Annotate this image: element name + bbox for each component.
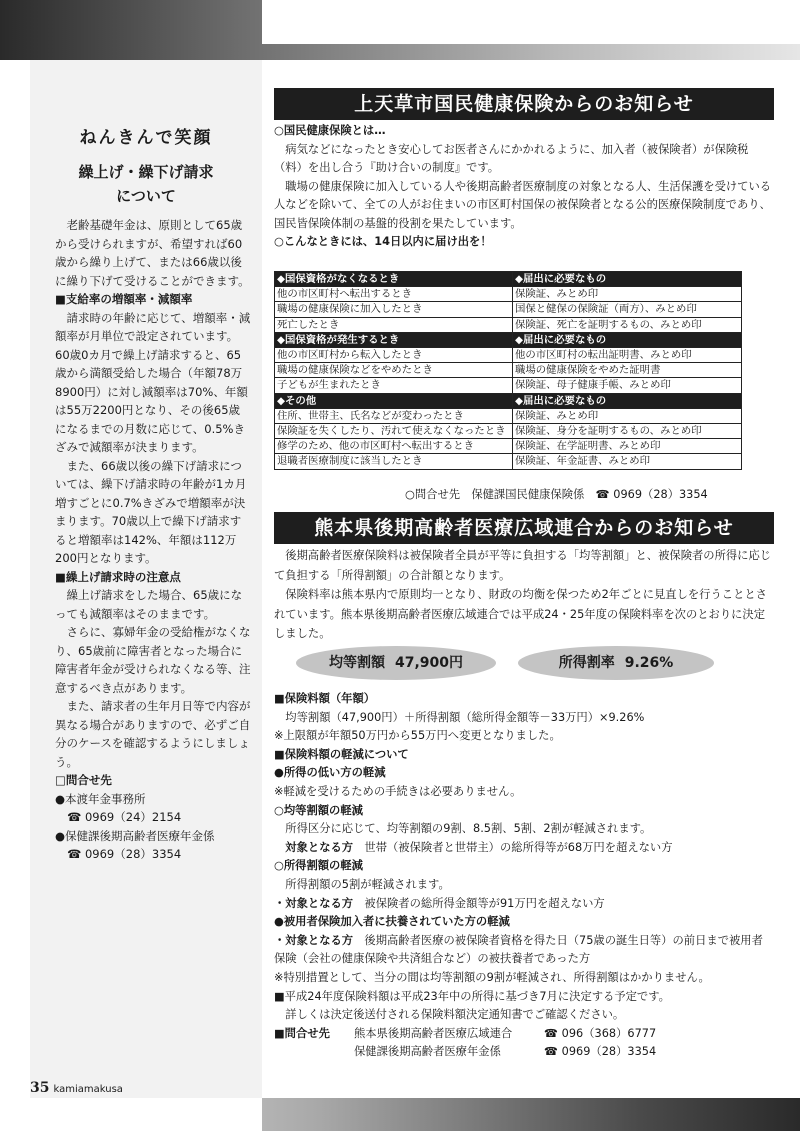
sidebar-heading-line2: について: [116, 187, 176, 205]
table-row: [275, 317, 742, 332]
table-cell-required: ◆届出に必要なもの: [513, 272, 742, 287]
table-header-row: [275, 393, 742, 408]
sidebar-contact-name: ●本渡年金事務所: [55, 791, 146, 806]
sidebar-paragraph: また、66歳以後の繰下げ請求については、繰下げ請求時の年齢が1カ月増すごとに0.7%きざみで増額率が決まります。70歳以上で繰下げ請求すると増額率は142%、年額は112万200円となります。: [55, 458, 247, 565]
table-cell-required: 職場の健康保険をやめた証明書: [513, 363, 742, 378]
table-row: [275, 424, 742, 439]
oval-value: 9.26%: [624, 655, 674, 671]
low-income-heading: ●所得の低い方の軽減: [274, 766, 386, 780]
table-cell-situation: 子どもが生まれたとき: [275, 378, 513, 393]
table-cell-situation: 他の市区町村から転入したとき: [275, 348, 513, 363]
table-cell-situation: ◆国保資格がなくなるとき: [275, 272, 513, 287]
table-row: [275, 302, 742, 317]
table-cell-required: 保険証、死亡を証明するもの、みとめ印: [513, 317, 742, 332]
column-title: ねんきんで笑顔: [79, 128, 213, 148]
sidebar-paragraph: 請求時の年齢に応じて、増額率・減額率が月単位で設定されています。60歳0カ月で繰上げ請求すると、65歳から満額受給した場合（年額78万8900円）に対し減額率は70%、年額は55万2200円となり、その後65歳になるまでの月数に応じて、0.5%きざみで減額率が決まります。: [55, 310, 251, 454]
section1-paragraph: 病気などになったとき安心してお医者さんにかかれるように、加入者（被保険者）が保険税（料）を出し合う『助け合いの制度』です。: [274, 142, 749, 174]
table-cell-situation: ◆国保資格が発生するとき: [275, 332, 513, 347]
dependent-note: ※特別措置として、当分の間は均等割額の9割が軽減され、所得割額はかかりません。: [274, 970, 710, 984]
section1-paragraph: 職場の健康保険に加入している人や後期高齢者医療制度の対象となる人、生活保護を受けている人などを除いて、全ての人がお住まいの市区町村国保の被保険者となる公的医療保険制度であり、国民皆保険体制の基盤的役割を果たしています。: [274, 179, 772, 230]
table-row: [275, 287, 742, 302]
bottom-notch: [0, 1098, 262, 1131]
table-cell-situation: 退職者医療制度に該当したとき: [275, 454, 513, 469]
income-target: [274, 895, 774, 914]
target-text: 被保険者の総所得金額等が91万円を超えない方: [364, 896, 605, 910]
table-header-row: [275, 332, 742, 347]
sidebar-contact-name: ●保健課後期高齢者医療年金係: [55, 828, 215, 843]
low-income-note: ※軽減を受けるための手続きは必要ありません。: [274, 784, 522, 798]
table-row: [275, 454, 742, 469]
fee-note: ※上限額が年額50万円から55万円へ変更となりました。: [274, 729, 561, 743]
target-text: 世帯（被保険者と世帯主）の総所得等が68万円を超えない方: [364, 840, 673, 854]
per-capita-reduction-text: 所得区分に応じて、均等割額の9割、8.5割、5割、2割が軽減されます。: [285, 822, 652, 836]
table-cell-required: 保険証、みとめ印: [513, 287, 742, 302]
table-row: [275, 439, 742, 454]
oval-label: 均等割額: [328, 655, 385, 671]
section1-question: ○こんなときには、14日以内に届け出を！: [274, 235, 492, 248]
section2-contact-label: ■問合せ先: [274, 1026, 330, 1040]
oval-label: 所得割率: [558, 655, 615, 671]
section2-intro: [274, 546, 774, 644]
section1-question: ○国民健康保険とは…: [274, 124, 386, 137]
section2-paragraph: 保険料率は熊本県内で原則均一となり、財政の均衡を保つため2年ごとに見直しを行うこととされています。熊本県後期高齢者医療広域連合では平成24・25年度の保険料率を次のとおりに決定しました。: [274, 588, 767, 640]
section2-contact-line: [274, 1025, 774, 1044]
table-cell-situation: 他の市区町村へ転出するとき: [275, 287, 513, 302]
section2-contact-line: [274, 1043, 774, 1062]
table-row: [275, 348, 742, 363]
table-cell-required: 保険証、在学証明書、みとめ印: [513, 439, 742, 454]
income-rate-oval: [518, 646, 714, 680]
section2-banner: 熊本県後期高齢者医療広域連合からのお知らせ: [274, 512, 774, 544]
table-cell-situation: 住所、世帯主、氏名などが変わったとき: [275, 408, 513, 423]
section2-details: [274, 690, 774, 1062]
income-reduction-text: 所得割額の5割が軽減されます。: [285, 877, 450, 891]
table-cell-required: 他の市区町村の転出証明書、みとめ印: [513, 348, 742, 363]
section2-contact-tel: ☎ 096（368）6777: [544, 1026, 657, 1040]
top-notch: [262, 0, 800, 44]
table-row: [275, 378, 742, 393]
sidebar-heading-line1: 繰上げ・繰下げ請求: [78, 163, 214, 181]
table-cell-required: 保険証、みとめ印: [513, 408, 742, 423]
sidebar-heading: [46, 160, 246, 208]
sidebar-paragraph: 繰上げ請求をした場合、65歳になっても減額率はそのままです。: [55, 588, 243, 621]
table-row: [275, 363, 742, 378]
sidebar-body: [55, 216, 251, 864]
per-capita-rate-oval: [296, 646, 496, 680]
section2-contact-spacer: [274, 1043, 354, 1062]
fee-heading: ■保険料額（年額）: [274, 692, 376, 705]
section2-contact-tel: ☎ 0969（28）3354: [544, 1045, 657, 1059]
table-header-row: [275, 272, 742, 287]
page-number-value: 35: [30, 1080, 50, 1096]
oval-value: 47,900円: [394, 655, 464, 671]
page-brand: kamiamakusa: [53, 1084, 123, 1095]
table-cell-required: 保険証、身分を証明するもの、みとめ印: [513, 424, 742, 439]
per-capita-target: [274, 839, 774, 858]
sidebar-paragraph: 老齢基礎年金は、原則として65歳から受けられますが、希望すれば60歳から繰り上げて、または66歳以後に繰り下げて受けることができます。: [55, 218, 250, 288]
table-cell-situation: 死亡したとき: [275, 317, 513, 332]
table-cell-required: 国保と健保の保険証（両方）、みとめ印: [513, 302, 742, 317]
table-cell-required: ◆届出に必要なもの: [513, 393, 742, 408]
sidebar-subheading: ■繰上げ請求時の注意点: [55, 569, 181, 584]
table-cell-situation: 修学のため、他の市区町村へ転出するとき: [275, 439, 513, 454]
income-reduction-heading: ○所得割額の軽減: [274, 859, 363, 873]
notification-table: [274, 271, 742, 470]
sidebar-paragraph: さらに、寡婦年金の受給権がなくなり、65歳前に障害者となった場合に障害者年金が受けられなくなる等、注意するべき点があります。: [55, 625, 251, 695]
fee-formula: 均等割額（47,900円）＋所得割額（総所得金額等－33万円）×9.26%: [285, 710, 645, 724]
table-cell-situation: 職場の健康保険などをやめたとき: [275, 363, 513, 378]
reduction-heading: ■保険料額の軽減について: [274, 747, 409, 761]
page-number: [30, 1080, 123, 1096]
table-cell-situation: 職場の健康保険に加入したとき: [275, 302, 513, 317]
section2-contact-org: 熊本県後期高齢者医療広域連合: [354, 1026, 513, 1040]
sidebar-contact-tel: ☎ 0969（24）2154: [67, 810, 182, 824]
sidebar-contact-heading: □問合せ先: [55, 773, 112, 787]
table-cell-situation: ◆その他: [275, 393, 513, 408]
table-row: [275, 408, 742, 423]
decision-note-detail: 詳しくは決定後送付される保険料額決定通知書でご確認ください。: [285, 1008, 625, 1022]
table-cell-required: 保険証、母子健康手帳、みとめ印: [513, 378, 742, 393]
decision-note: ■平成24年度保険料額は平成23年中の所得に基づき7月に決定する予定です。: [274, 989, 670, 1003]
dependent-heading: ●被用者保険加入者に扶養されていた方の軽減: [274, 915, 510, 929]
section1-body: [274, 122, 774, 252]
target-text: 後期高齢者医療の被保険者資格を得た日（75歳の誕生日等）の前日まで被用者保険（会社の健康保険や共済組合など）の被扶養者であった方: [274, 933, 763, 966]
table-cell-situation: 保険証を失くしたり、汚れて使えなくなったとき: [275, 424, 513, 439]
sidebar-subheading: ■支給率の増額率・減額率: [55, 292, 193, 306]
section2-paragraph: 後期高齢者医療保険料は被保険者全員が平等に負担する「均等割額」と、被保険者の所得に応じて負担する「所得割額」の合計額となります。: [274, 549, 772, 582]
per-capita-reduction-heading: ○均等割額の軽減: [274, 803, 363, 817]
sidebar-paragraph: また、請求者の生年月日等で内容が異なる場合がありますので、必ずご自分のケースを確認するようにしましょう。: [55, 699, 251, 769]
target-label: 対象となる方: [285, 840, 354, 854]
section2-contact-org: 保健課後期高齢者医療年金係: [354, 1045, 501, 1059]
target-label: ・対象となる方: [274, 896, 354, 910]
section1-contact: ○問合せ先 保健課国民健康保険係 ☎ 0969（28）3354: [405, 488, 708, 501]
sidebar-contact-tel: ☎ 0969（28）3354: [67, 847, 182, 861]
target-label: ・対象となる方: [274, 933, 354, 947]
table-cell-required: 保険証、年金証書、みとめ印: [513, 454, 742, 469]
section1-banner: 上天草市国民健康保険からのお知らせ: [274, 88, 774, 120]
dependent-target: [274, 932, 774, 969]
table-cell-required: ◆届出に必要なもの: [513, 332, 742, 347]
